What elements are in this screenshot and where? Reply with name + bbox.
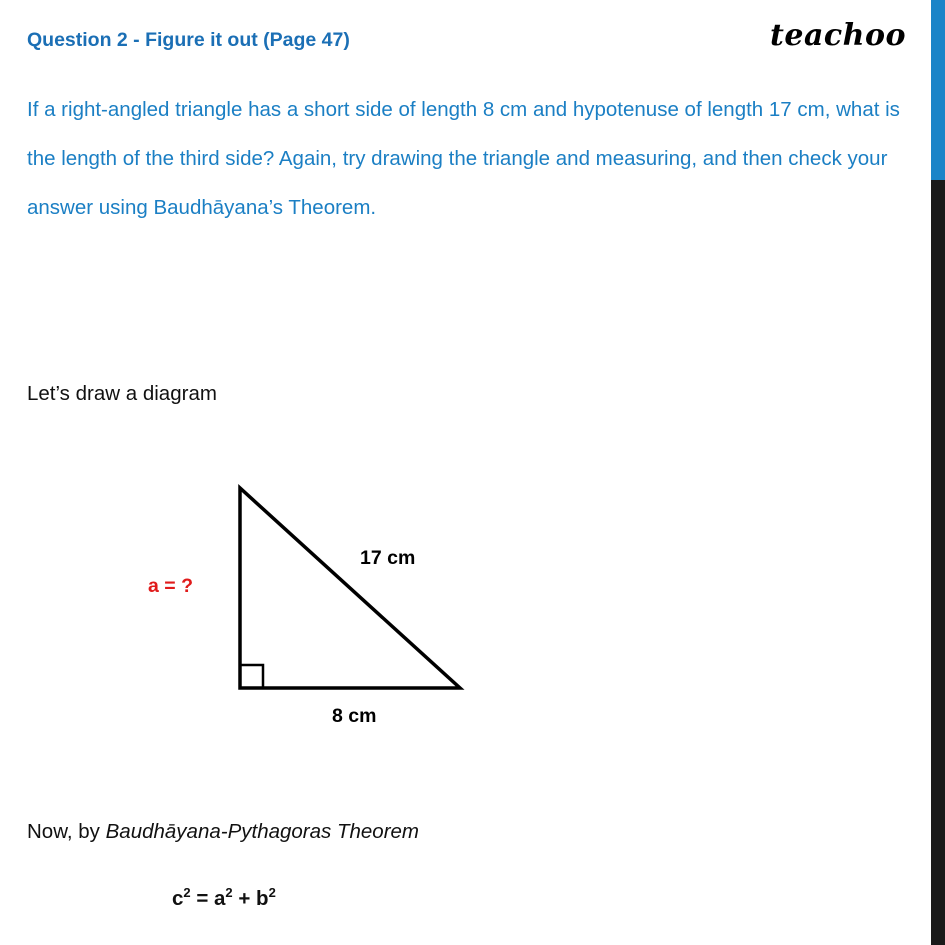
lets-draw-text: Let’s draw a diagram xyxy=(27,382,217,405)
formula-b-exponent: 2 xyxy=(268,885,276,900)
right-edge-dark-bar xyxy=(931,180,945,945)
teachoo-logo: teachoo xyxy=(770,18,906,53)
formula-c: c xyxy=(172,886,184,910)
base-label: 8 cm xyxy=(332,705,377,727)
theorem-intro xyxy=(27,820,419,844)
formula-plus: + xyxy=(232,886,257,910)
pythagoras-formula xyxy=(172,885,276,911)
question-body: If a right-angled triangle has a short side of length 8 cm and hypotenuse of length 17 cm, what is the length of the third side? Again, try drawing the triangle and measuring, and then check your answer using Baudhāyana’s Theorem. xyxy=(27,98,900,219)
formula-b: b xyxy=(256,886,269,910)
right-angle-marker xyxy=(240,665,263,688)
formula-a-exponent: 2 xyxy=(225,885,233,900)
formula-a: a xyxy=(214,886,226,910)
hypotenuse-label: 17 cm xyxy=(360,547,416,569)
theorem-name: Baudhāyana-Pythagoras Theorem xyxy=(105,820,420,843)
formula-c-exponent: 2 xyxy=(183,885,191,900)
theorem-intro-prefix: Now, by xyxy=(27,820,106,843)
right-triangle-shape xyxy=(240,488,460,688)
side-a-label: a = ? xyxy=(148,575,193,597)
right-edge-blue-bar xyxy=(931,0,945,180)
formula-equals: = xyxy=(190,886,215,910)
question-title: Question 2 - Figure it out (Page 47) xyxy=(27,29,350,51)
